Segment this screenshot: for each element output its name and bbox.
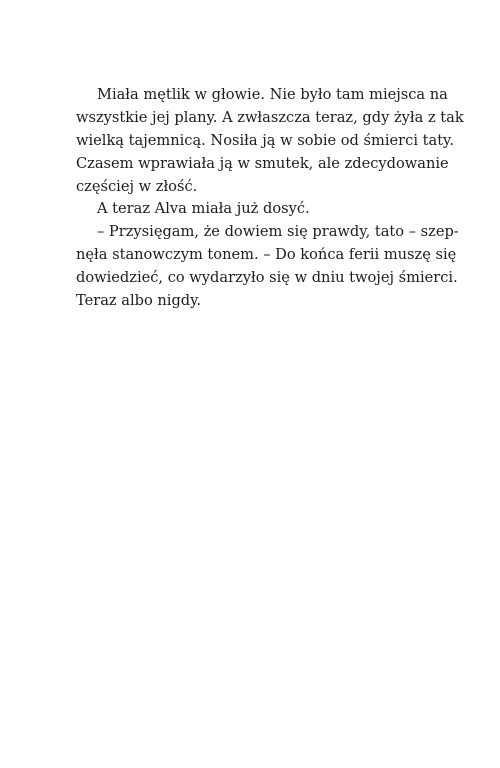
text-line: – Przysięgam, że dowiem się prawdy, tato – szep- (97, 223, 459, 241)
text-line: Teraz albo nigdy. (76, 292, 202, 310)
text-line: A teraz Alva miała już dosyć. (97, 200, 310, 218)
text-line: dowiedzieć, co wydarzyło się w dniu twojej śmierci. (76, 269, 458, 287)
text-line: Czasem wprawiała ją w smutek, ale zdecydowanie (76, 154, 449, 172)
page-body (76, 84, 464, 313)
text-line: Miała mętlik w głowie. Nie było tam miejsca na (97, 86, 448, 103)
text-line: wielką tajemnicą. Nosiła ją w sobie od śmierci taty. (76, 131, 454, 149)
text-line: wszystkie jej plany. A zwłaszcza teraz, gdy żyła z tak (76, 108, 464, 126)
text-line: częściej w złość. (76, 177, 198, 195)
text-line: nęła stanowczym tonem. – Do końca ferii muszę się (76, 246, 457, 264)
